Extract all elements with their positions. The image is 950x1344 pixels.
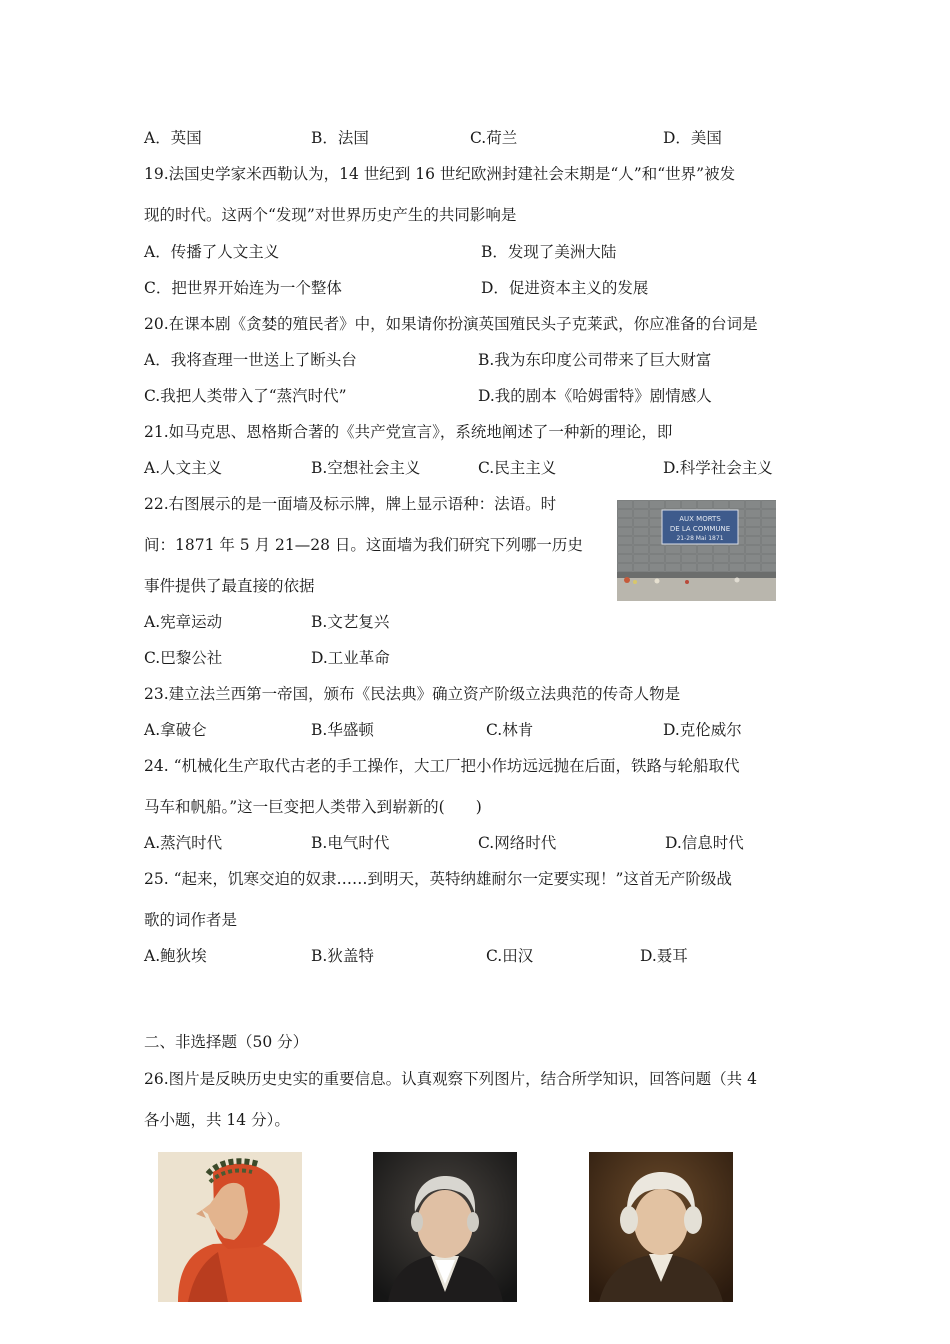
q24-stem-line1: 24. “机械化生产取代古老的手工操作，大工厂把小作坊远远抛在后面，铁路与轮船取代 xyxy=(144,757,740,775)
q26-stem-line2: 各小题，共 14 分）。 xyxy=(144,1111,290,1129)
q21-option-b: B.空想社会主义 xyxy=(311,459,421,477)
q25-option-a: A.鲍狄埃 xyxy=(144,947,207,965)
q20-option-c: C.我把人类带入了“蒸汽时代” xyxy=(144,387,347,405)
q18-option-b: B．法国 xyxy=(311,129,369,147)
q22-stem-line3: 事件提供了最直接的依据 xyxy=(144,577,315,595)
q19-option-d: D．促进资本主义的发展 xyxy=(481,279,649,297)
plaque-text-1: AUX MORTS xyxy=(679,515,721,523)
q24-option-a: A.蒸汽时代 xyxy=(144,834,223,852)
q22-stem-line2: 间：1871 年 5 月 21—28 日。这面墙为我们研究下列哪一历史 xyxy=(144,536,583,554)
q24-option-c: C.网络时代 xyxy=(478,834,557,852)
q18-option-d: D．美国 xyxy=(663,129,722,147)
q25-option-d: D.聂耳 xyxy=(640,947,688,965)
q23-stem: 23.建立法兰西第一帝国，颁布《民法典》确立资产阶级立法典范的传奇人物是 xyxy=(144,685,681,703)
q20-option-d: D.我的剧本《哈姆雷特》剧情感人 xyxy=(478,387,712,405)
q18-option-a: A．英国 xyxy=(144,129,202,147)
q24-option-b: B.电气时代 xyxy=(311,834,390,852)
q21-stem: 21.如马克思、恩格斯合著的《共产党宣言》，系统地阐述了一种新的理论，即 xyxy=(144,423,673,441)
q23-option-c: C.林肯 xyxy=(486,721,534,739)
q19-option-c: C．把世界开始连为一个整体 xyxy=(144,279,342,297)
q20-stem: 20.在课本剧《贪婪的殖民者》中，如果请你扮演英国殖民头子克莱武，你应准备的台词是 xyxy=(144,315,758,333)
q25-stem-line1: 25. “起来，饥寒交迫的奴隶……到明天，英特纳雄耐尔一定要实现！”这首无产阶级战 xyxy=(144,870,732,888)
q22-option-a: A.宪章运动 xyxy=(144,613,223,631)
q24-option-d: D.信息时代 xyxy=(665,834,744,852)
q22-option-b: B.文艺复兴 xyxy=(311,613,390,631)
q22-option-d: D.工业革命 xyxy=(311,649,390,667)
q23-option-d: D.克伦威尔 xyxy=(663,721,742,739)
q23-option-a: A.拿破仑 xyxy=(144,721,207,739)
q19-stem-line1: 19.法国史学家米西勒认为，14 世纪到 16 世纪欧洲封建社会末期是“人”和“世界”被发 xyxy=(144,165,736,183)
q20-option-a: A．我将查理一世送上了断头台 xyxy=(144,351,357,369)
q25-option-c: C.田汉 xyxy=(486,947,534,965)
q25-stem-line2: 歌的词作者是 xyxy=(144,911,238,929)
q19-option-a: A．传播了人文主义 xyxy=(144,243,280,261)
q25-option-b: B.狄盖特 xyxy=(311,947,374,965)
q22-option-c: C.巴黎公社 xyxy=(144,649,223,667)
section2-title: 二、非选择题（50 分） xyxy=(144,1033,309,1051)
q18-option-c: C.荷兰 xyxy=(470,129,518,147)
portrait-watt xyxy=(589,1152,733,1302)
q19-option-b: B．发现了美洲大陆 xyxy=(481,243,617,261)
q21-option-c: C.民主主义 xyxy=(478,459,557,477)
q19-stem-line2: 现的时代。这两个“发现”对世界历史产生的共同影响是 xyxy=(144,206,517,224)
q21-option-d: D.科学社会主义 xyxy=(663,459,773,477)
q23-option-b: B.华盛顿 xyxy=(311,721,374,739)
q20-option-b: B.我为东印度公司带来了巨大财富 xyxy=(478,351,712,369)
q24-stem-line2: 马车和帆船。”这一巨变把人类带入到崭新的( ) xyxy=(144,798,482,816)
portrait-dante xyxy=(158,1152,302,1302)
commune-wall-photo xyxy=(617,500,776,601)
plaque-text-2: DE LA COMMUNE xyxy=(669,525,731,533)
plaque-text-3: 21-28 Mai 1871 xyxy=(676,535,724,542)
q21-option-a: A.人文主义 xyxy=(144,459,223,477)
q26-stem-line1: 26.图片是反映历史史实的重要信息。认真观察下列图片，结合所学知识，回答问题（共 4 xyxy=(144,1070,757,1088)
q22-stem-line1: 22.右图展示的是一面墙及标示牌，牌上显示语种：法语。时 xyxy=(144,495,557,513)
portrait-washington xyxy=(373,1152,517,1302)
